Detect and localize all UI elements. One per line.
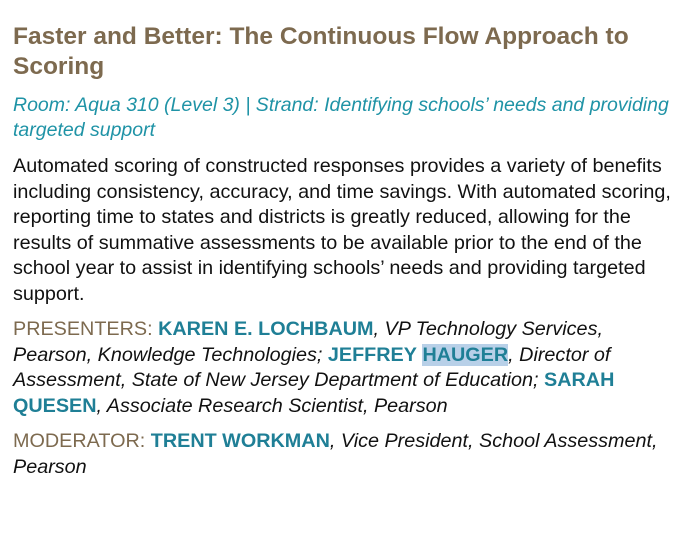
presenter-name: SARAH QUESEN bbox=[13, 369, 615, 417]
presenter-name: JEFFREY bbox=[327, 343, 417, 366]
presenter-name-highlighted[interactable]: HAUGER bbox=[422, 343, 509, 366]
moderator-name: TRENT WORKMAN bbox=[150, 430, 330, 452]
presenters-block bbox=[13, 317, 674, 419]
session-title: Faster and Better: The Continuous Flow Approach to Scoring bbox=[13, 23, 629, 80]
session-abstract: Automated scoring of constructed responses provides a variety of benefits including consistency, accuracy, and time savings. With automated scoring, reporting time to states and districts is greatly reduced, allowing for the results of summative assessments to be available prior to the end of the school year to assist in identifying schools’ needs and providing targeted support. bbox=[13, 155, 671, 305]
presenter-affiliation: , Director of Assessment, State of New Jersey Department of Education; bbox=[13, 343, 611, 391]
presenter-affiliation: , VP Technology Services, Pearson, Knowledge Technologies; bbox=[13, 318, 603, 366]
presenters-label: PRESENTERS: bbox=[13, 318, 153, 340]
session-room-strand: Room: Aqua 310 (Level 3) | Strand: Identifying schools’ needs and providing targeted support bbox=[13, 94, 669, 141]
moderator-label: MODERATOR: bbox=[13, 430, 146, 452]
presenter-affiliation: , Associate Research Scientist, Pearson bbox=[96, 394, 448, 417]
moderator-affiliation: , Vice President, School Assessment, Pearson bbox=[13, 430, 658, 478]
presenter-name: KAREN E. LOCHBAUM bbox=[158, 318, 374, 340]
moderator-block bbox=[13, 429, 674, 480]
